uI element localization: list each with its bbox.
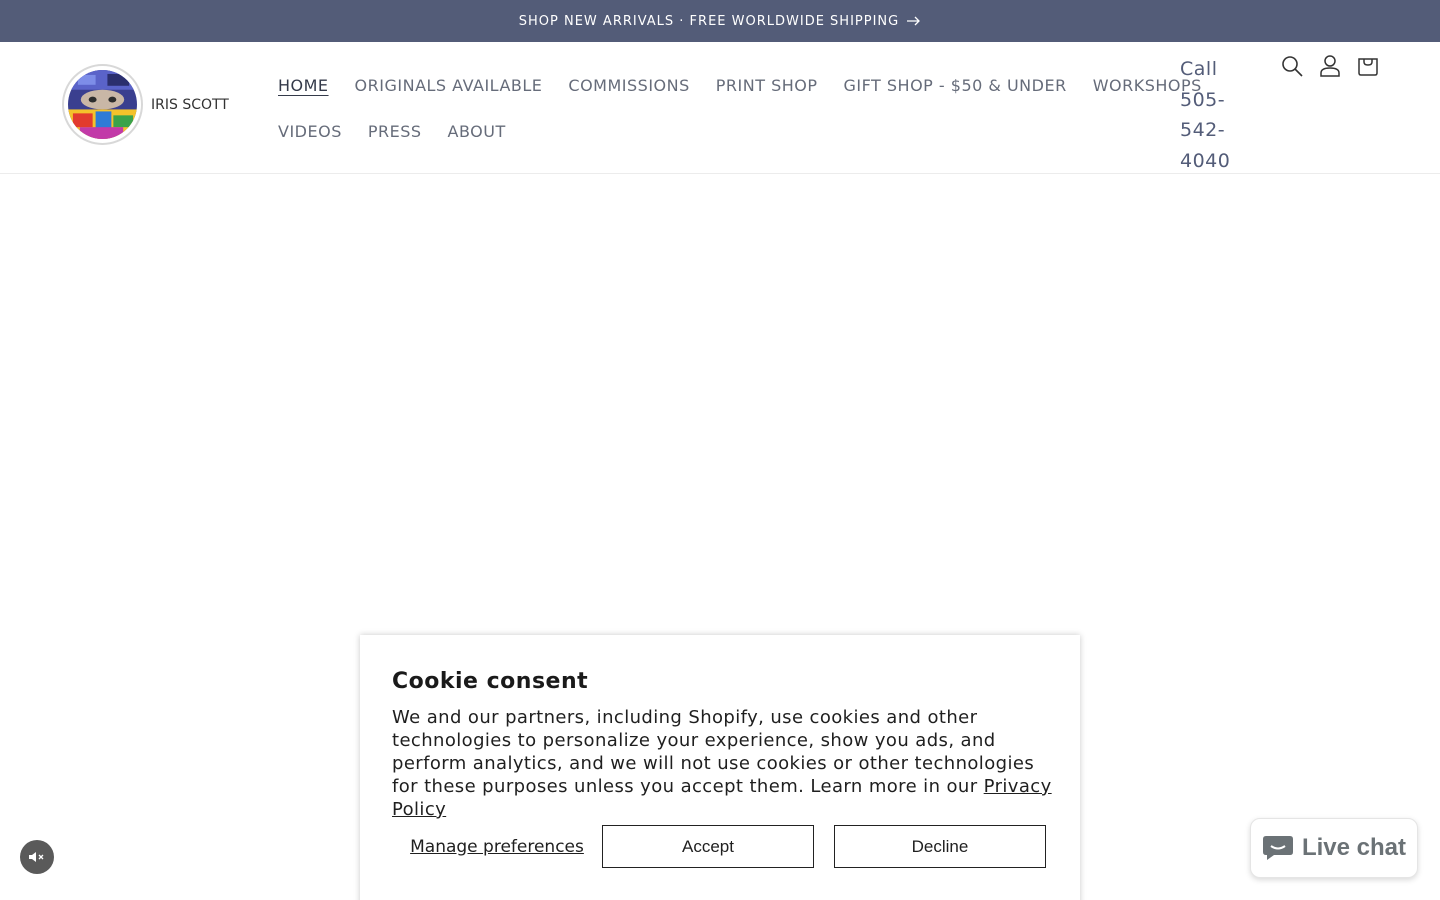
nav-item-home[interactable]: HOME	[278, 75, 329, 95]
announcement-text: SHOP NEW ARRIVALS · FREE WORLDWIDE SHIPPING	[518, 13, 900, 29]
nav-row-primary	[278, 66, 1202, 104]
nav-item-gift-shop[interactable]: GIFT SHOP - $50 & UNDER	[843, 75, 1067, 95]
site-header	[0, 42, 1440, 174]
nav-row-secondary	[278, 112, 1158, 150]
phone-part-2: 542-	[1180, 119, 1226, 141]
live-chat-label: Live chat	[1301, 834, 1407, 861]
call-phone-link[interactable]	[1180, 54, 1240, 176]
announcement-link[interactable]	[519, 14, 921, 29]
cookie-body	[392, 706, 1052, 821]
phone-part-3: 4040	[1180, 149, 1231, 172]
announcement-bar	[0, 0, 1440, 42]
cookie-body-text: We and our partners, including Shopify, use cookies and other technologies to personalize your experience, show you ads, and perform analytics, and we will not use cookies or other technologies for these purposes unless you accept them. Learn more in our	[392, 707, 1035, 797]
main-navigation	[278, 66, 1202, 150]
decline-button[interactable]: Decline	[834, 825, 1046, 868]
manage-preferences-link[interactable]: Manage preferences	[410, 836, 584, 857]
logo-portrait-image	[68, 70, 137, 139]
nav-item-videos[interactable]: VIDEOS	[278, 121, 342, 141]
account-icon[interactable]	[1318, 54, 1342, 78]
cookie-consent-dialog	[360, 635, 1080, 900]
nav-item-press[interactable]: PRESS	[367, 121, 422, 141]
phone-part-1: 505-	[1180, 88, 1226, 111]
logo-badge	[62, 64, 143, 145]
accept-button[interactable]: Accept	[602, 825, 814, 868]
nav-item-print-shop[interactable]: PRINT SHOP	[715, 75, 818, 95]
header-icons	[1280, 54, 1380, 78]
volume-mute-icon	[28, 850, 46, 864]
brand-name: IRIS SCOTT	[151, 96, 229, 113]
nav-item-workshops[interactable]: WORKSHOPS	[1092, 75, 1202, 95]
cookie-title: Cookie consent	[392, 669, 589, 694]
call-label: Call	[1180, 58, 1218, 80]
search-icon[interactable]	[1280, 54, 1304, 78]
nav-item-about[interactable]: ABOUT	[447, 121, 506, 141]
privacy-policy-link[interactable]: Privacy Policy	[392, 776, 1052, 820]
cart-icon[interactable]	[1356, 54, 1380, 78]
brand-logo-link[interactable]	[62, 64, 229, 145]
arrow-right-icon	[907, 16, 921, 26]
live-chat-button[interactable]	[1250, 818, 1418, 878]
nav-item-commissions[interactable]: COMMISSIONS	[568, 75, 690, 95]
chat-bubble-icon	[1262, 834, 1294, 862]
cookie-actions	[392, 825, 1046, 868]
mute-button[interactable]	[20, 840, 54, 874]
nav-item-originals-available[interactable]: ORIGINALS AVAILABLE	[354, 75, 543, 95]
